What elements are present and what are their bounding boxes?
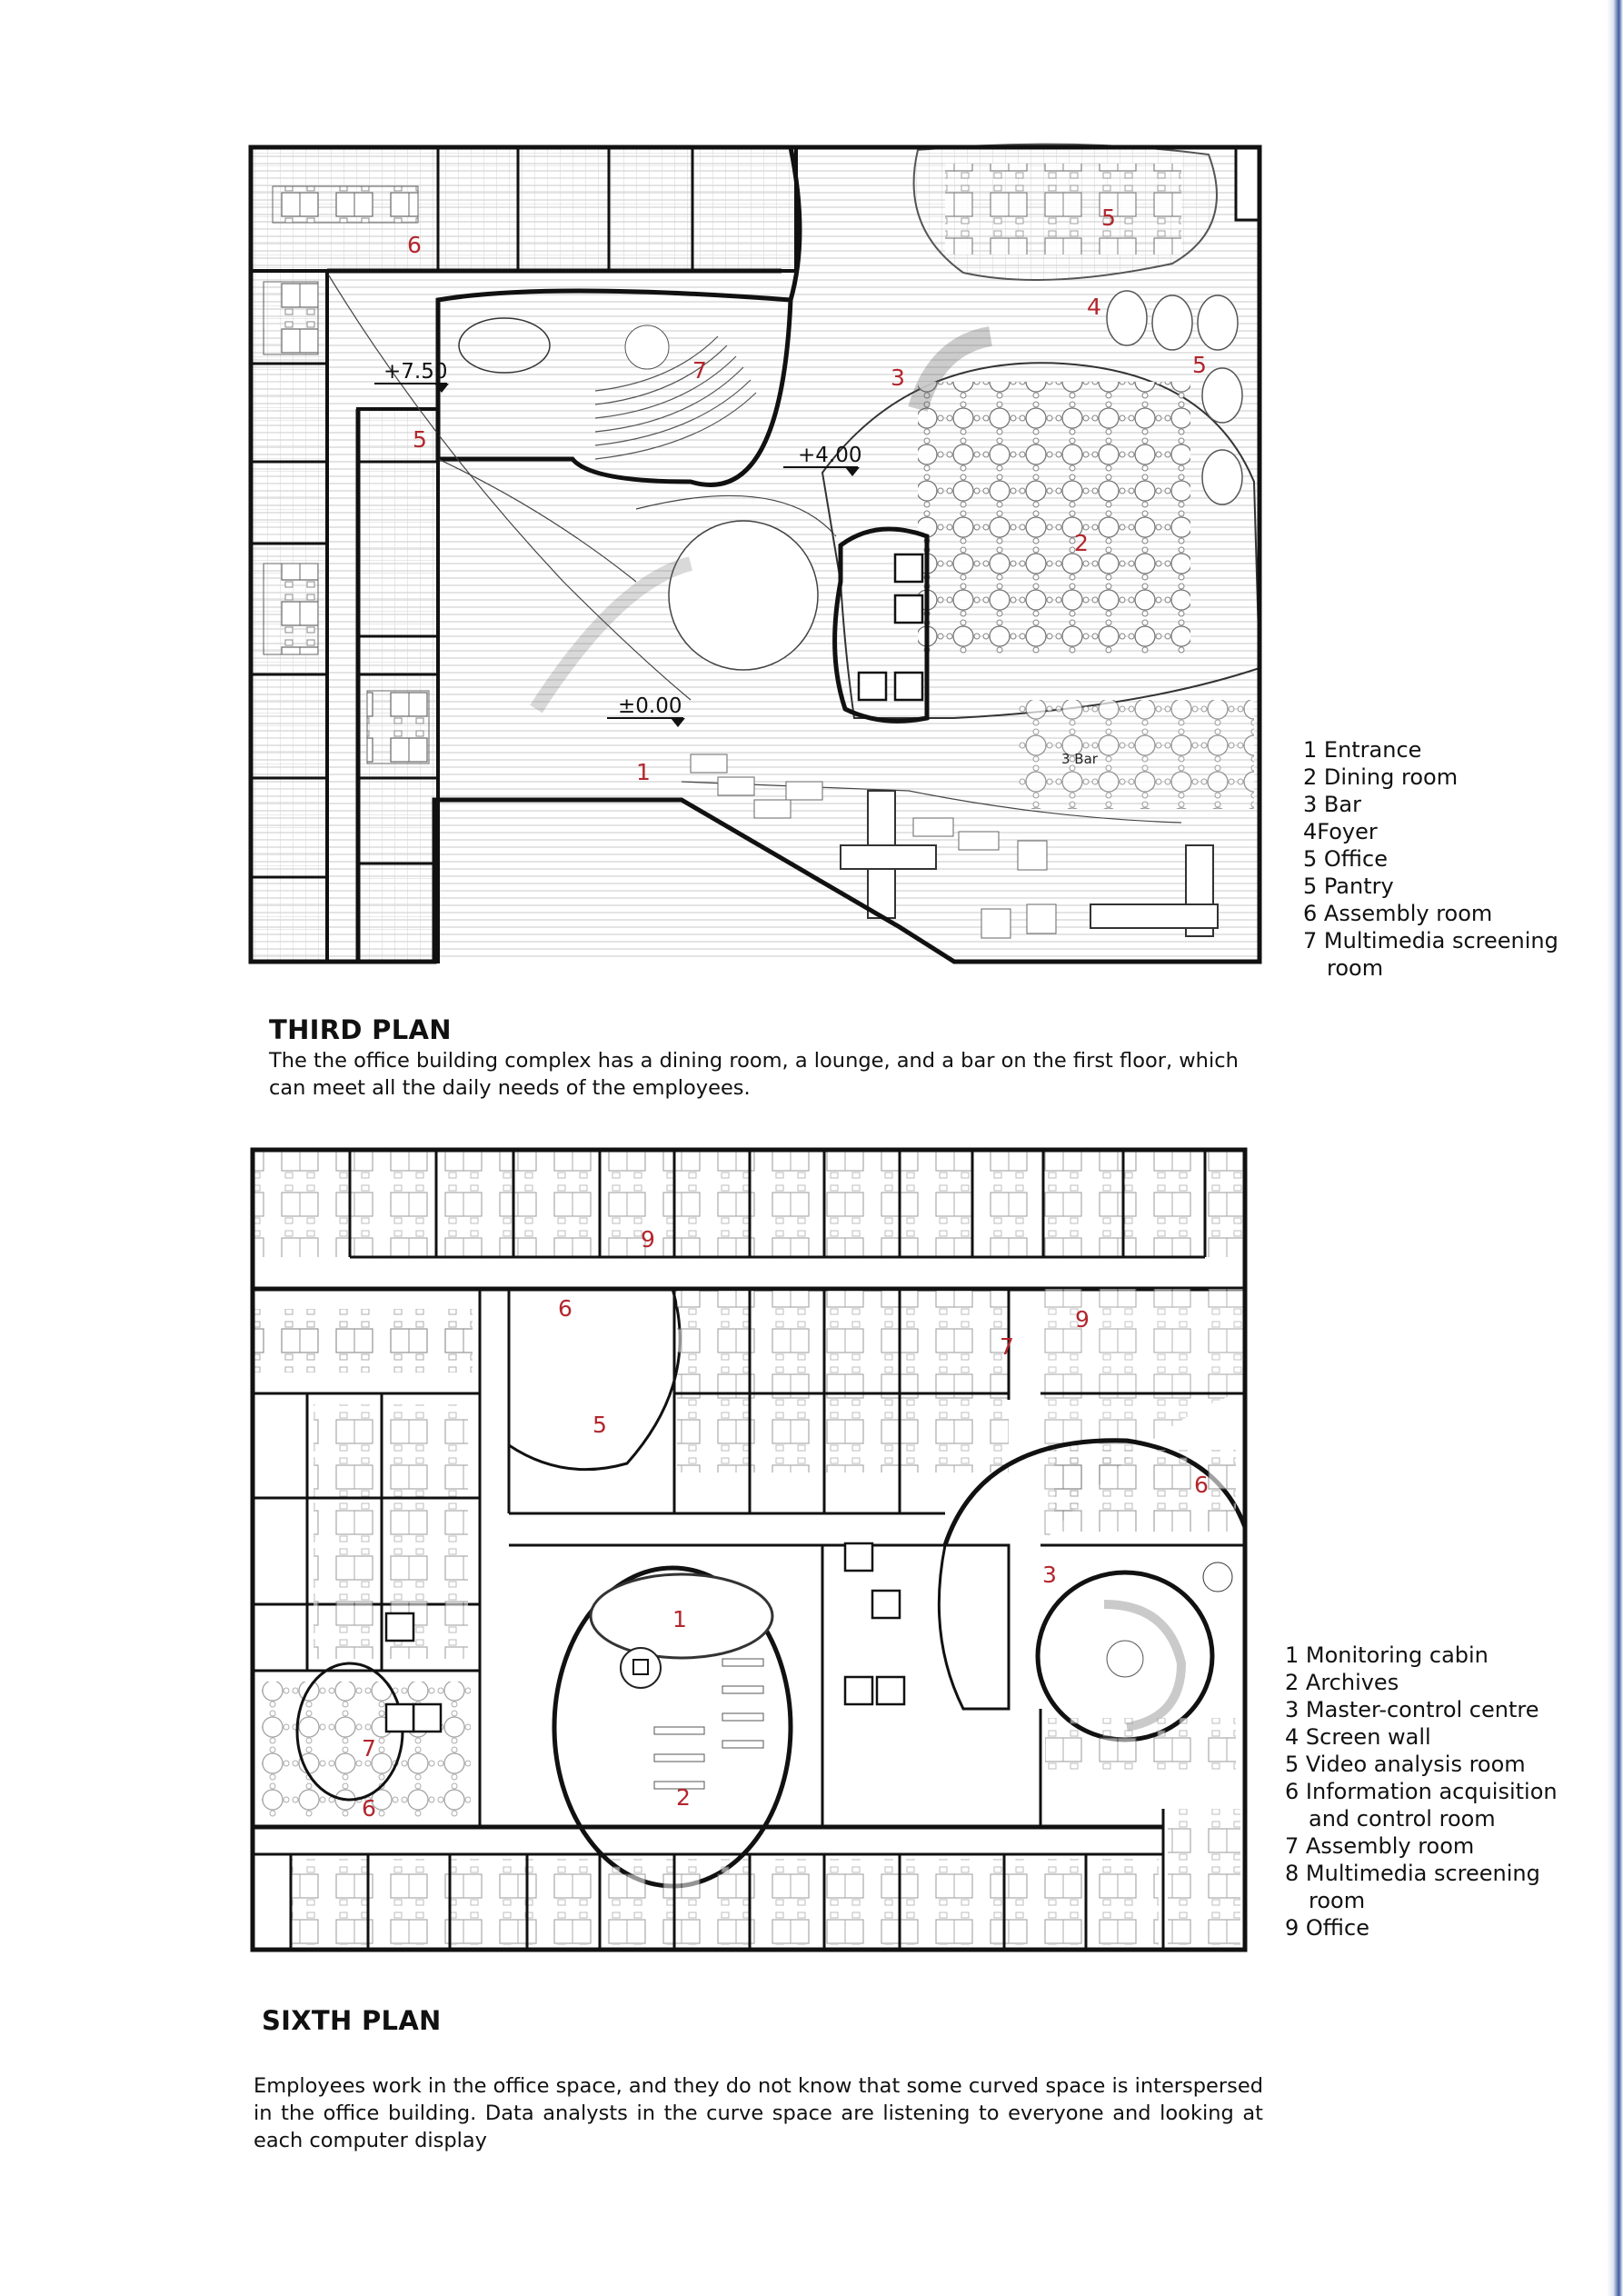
- room-number: 9: [641, 1226, 655, 1253]
- room-number: 6: [407, 232, 422, 258]
- room-number: 1: [672, 1606, 687, 1632]
- third-plan-legend: [1303, 736, 1558, 982]
- legend-item: 8 Multimedia screening: [1285, 1861, 1540, 1886]
- legend-item: 3 Bar: [1303, 792, 1361, 817]
- legend-item: 2 Dining room: [1303, 764, 1459, 790]
- room-number: 7: [1000, 1333, 1014, 1360]
- room-number: 5: [1101, 205, 1116, 231]
- legend-item: room: [1327, 955, 1384, 981]
- room-number: 5: [413, 426, 427, 453]
- room-number: 5: [592, 1412, 607, 1438]
- legend-item: 6 Information acquisition: [1285, 1779, 1558, 1804]
- sixth-plan-description: Employees work in the office space, and they do not know that some curved space is interspersed in the office building. Data analysts in the curve space are listening to everyone and looking at each computer display: [254, 2074, 1263, 2152]
- legend-item: room: [1309, 1888, 1366, 1913]
- room-number: 7: [362, 1735, 376, 1762]
- legend-item: 1 Entrance: [1303, 737, 1422, 763]
- legend-item: and control room: [1309, 1806, 1496, 1832]
- legend-item: 7 Multimedia screening: [1303, 928, 1558, 953]
- room-number: 9: [1075, 1306, 1090, 1333]
- room-number: 6: [362, 1795, 376, 1822]
- legend-item: 5 Office: [1303, 846, 1388, 872]
- room-number: 1: [636, 759, 651, 785]
- legend-item: 5 Video analysis room: [1285, 1752, 1526, 1777]
- third-plan-heading: THIRD PLAN: [269, 1014, 452, 1045]
- legend-item: 1 Monitoring cabin: [1285, 1642, 1489, 1668]
- legend-item: 5 Pantry: [1303, 873, 1394, 899]
- room-number: 3: [891, 364, 905, 391]
- room-number: 2: [1074, 530, 1089, 556]
- sixth-plan-heading: SIXTH PLAN: [262, 2005, 442, 2036]
- room-number: 2: [676, 1784, 691, 1811]
- legend-item: 4Foyer: [1303, 819, 1378, 844]
- legend-item: 4 Screen wall: [1285, 1724, 1431, 1750]
- bar-tag: 3 Bar: [1061, 751, 1098, 767]
- elevation-000: ±0.00: [618, 694, 682, 718]
- legend-item: 6 Assembly room: [1303, 901, 1493, 926]
- third-plan-description: The the office building complex has a dining room, a lounge, and a bar on the first floor, which can meet all the daily needs of the employees.: [269, 1049, 1239, 1100]
- legend-item: 2 Archives: [1285, 1670, 1399, 1695]
- room-number: 3: [1042, 1562, 1057, 1588]
- room-number: 4: [1087, 294, 1101, 320]
- room-number: 6: [1194, 1472, 1209, 1498]
- legend-item: 3 Master-control centre: [1285, 1697, 1539, 1722]
- room-number: 5: [1192, 352, 1207, 378]
- legend-item: 9 Office: [1285, 1915, 1369, 1941]
- sixth-plan-legend: [1285, 1642, 1558, 1942]
- room-number: 7: [692, 357, 707, 384]
- elevation-400: +4.00: [798, 444, 862, 467]
- elevation-750: +7.50: [383, 360, 448, 384]
- legend-item: 7 Assembly room: [1285, 1833, 1475, 1859]
- room-number: 6: [558, 1295, 573, 1322]
